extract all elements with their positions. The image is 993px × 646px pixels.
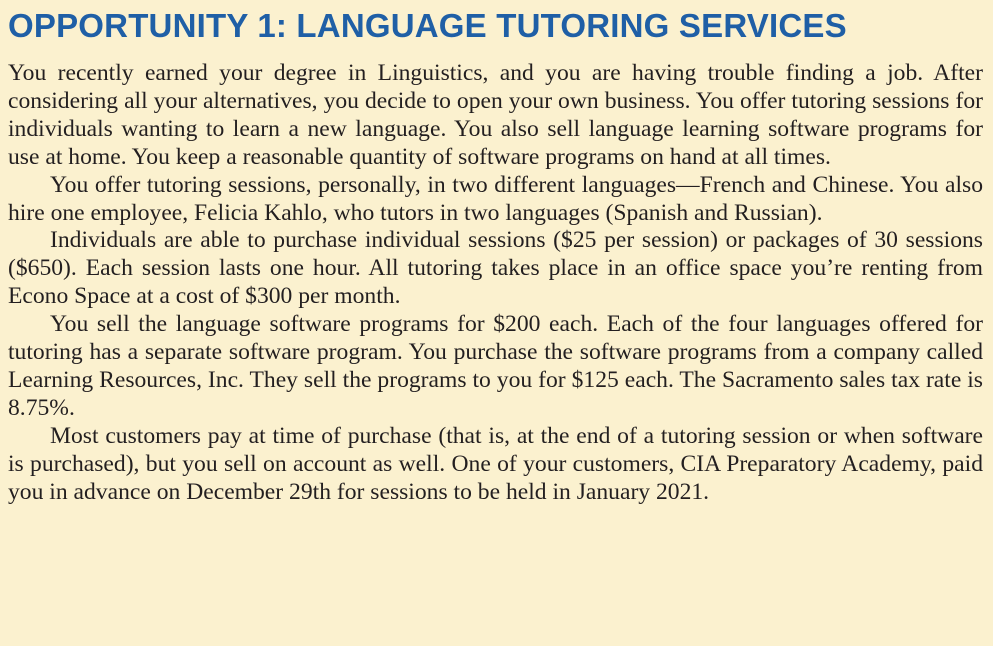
paragraph-3: Individuals are able to purchase individual sessions ($25 per session) or packages of 30 sessions ($650). Each session lasts one hour. All tutoring takes place in an office space you’re renting from Econo Space at a cost of $300 per month.	[8, 227, 983, 310]
paragraph-1: You recently earned your degree in Linguistics, and you are having trouble finding a job. After considering all your alternatives, you decide to open your own business. You offer tutoring sessions for individuals wanting to learn a new language. You also sell language learning software programs for use at home. You keep a reasonable quantity of software programs on hand at all times.	[8, 60, 983, 170]
paragraph-4: You sell the language software programs for $200 each. Each of the four languages offered for tutoring has a separate software program. You purchase the software programs from a company called Learning Resources, Inc. They sell the programs to you for $125 each. The Sacramento sales tax rate is 8.75%.	[8, 311, 983, 421]
body-text	[8, 60, 983, 507]
paragraph-5: Most customers pay at time of purchase (that is, at the end of a tutoring session or when software is purchased), but you sell on account as well. One of your customers, CIA Preparatory Academy, paid you in advance on December 29th for sessions to be held in January 2021.	[8, 422, 983, 505]
paragraph-2: You offer tutoring sessions, personally, in two different languages—French and Chinese. You also hire one employee, Felicia Kahlo, who tutors in two languages (Spanish and Russian).	[8, 171, 983, 226]
section-heading: OPPORTUNITY 1: LANGUAGE TUTORING SERVICES	[8, 7, 847, 44]
